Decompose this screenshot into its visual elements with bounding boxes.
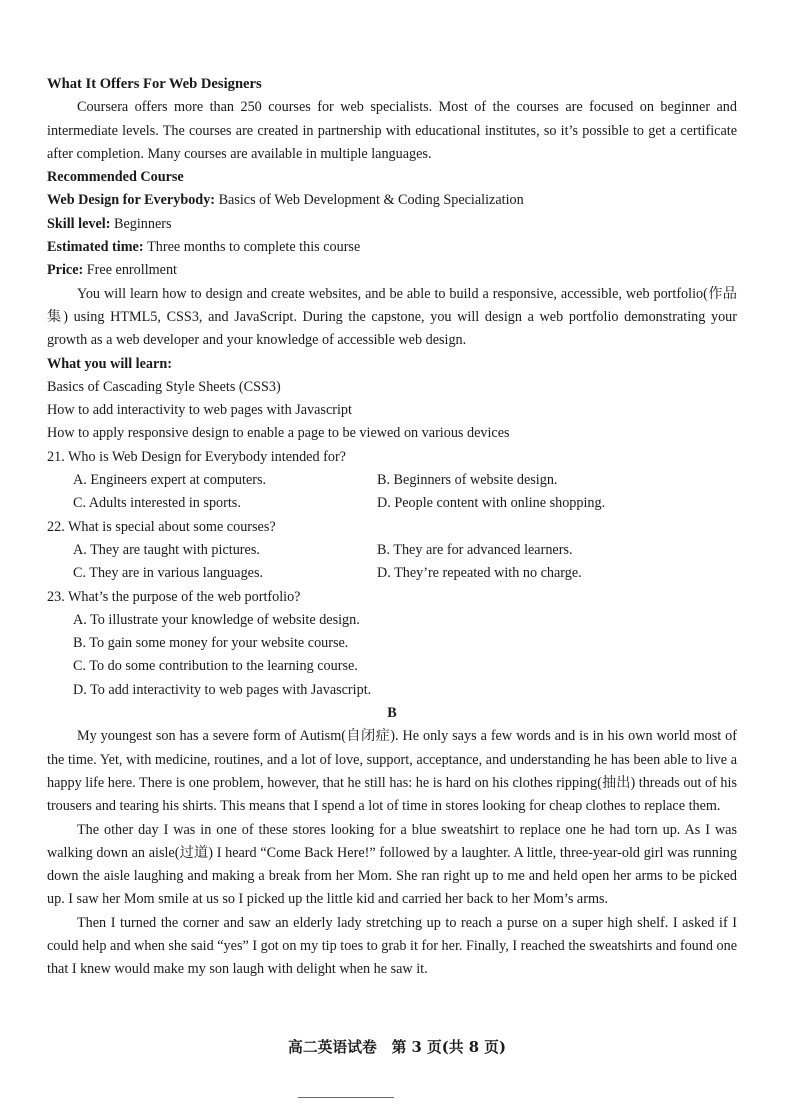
question-23-stem: 23. What’s the purpose of the web portfolio? (47, 588, 301, 605)
page-footer: 高二英语试卷 第 3 页(共 8 页) (288, 1039, 506, 1056)
learn-item: Basics of Cascading Style Sheets (CSS3) (47, 378, 281, 395)
question-21-stem: 21. Who is Web Design for Everybody intended for? (47, 448, 346, 465)
learn-heading-line: What you will learn: (47, 355, 172, 372)
question-23-option-b: B. To gain some money for your website course. (73, 635, 349, 652)
question-22-option-b: B. They are for advanced learners. (377, 541, 573, 558)
question-23-option-d: D. To add interactivity to web pages with Javascript. (73, 681, 372, 698)
passage-b-paragraph-2: The other day I was in one of these stores looking for a blue sweatshirt to replace one he had torn up. As I was walking down an aisle(过道) I heard “Come Back Here!” followed by a laughter. A little, three-year-old girl was running down the aisle laughing and making a break from her Mom. She ran right up to me and held open her arms to be picked up. I saw her Mom smile at us so I picked up the little kid and carried her back to her Mom’s arms. (47, 821, 737, 908)
question-22-options-row-2 (47, 562, 737, 585)
course-line: Web Design for Everybody: Basics of Web Development & Coding Specialization (47, 192, 524, 209)
learn-item: How to add interactivity to web pages with Javascript (47, 402, 352, 419)
recommended-course-heading: Recommended Course (47, 169, 184, 186)
question-21-options-row-1 (47, 469, 737, 492)
question-22-option-a: A. They are taught with pictures. (73, 541, 260, 558)
passage-b-paragraph-1: My youngest son has a severe form of Autism(自闭症). He only says a few words and is in his own world most of the time. Yet, with medicine, routines, and a lot of love, support, acceptance, and understanding he has been able to live a happy life here. There is one problem, however, that he still has: he is hard on his clothes ripping(抽出) threads out of his trousers and tearing his shirts. This means that I spend a lot of time in stores looking for cheap clothes to replace them. (47, 728, 737, 815)
course-label: Web Design for Everybody (47, 192, 211, 209)
learn-item: How to apply responsive design to enable a page to be viewed on various devices (47, 425, 510, 442)
question-23-option-a: A. To illustrate your knowledge of website design. (73, 611, 360, 628)
skill-value: Beginners (114, 215, 172, 232)
question-21-option-d: D. People content with online shopping. (377, 495, 606, 512)
price-line: Price: Free enrollment (47, 262, 177, 279)
question-21-option-a: A. Engineers expert at computers. (73, 472, 267, 489)
price-label: Price (47, 262, 79, 279)
skill-label: Skill level (47, 215, 106, 232)
question-22-option-c: C. They are in various languages. (73, 565, 264, 582)
skill-line: Skill level: Beginners (47, 215, 172, 232)
price-value: Free enrollment (86, 262, 177, 279)
course-value: Basics of Web Development & Coding Specialization (218, 192, 524, 209)
section-heading: What It Offers For Web Designers (47, 76, 262, 92)
question-21-option-b: B. Beginners of website design. (377, 472, 558, 489)
footer-divider (298, 1097, 394, 1098)
description-paragraph: You will learn how to design and create websites, and be able to build a responsive, accessible, web portfolio(作品集) using HTML5, CSS3, and JavaScript. During the capstone, you will design a web portfolio demonstrating your growth as a web developer and your knowledge of accessible web design. (47, 285, 737, 349)
question-23-option-c: C. To do some contribution to the learning course. (73, 658, 358, 675)
question-22-options-row-1 (47, 539, 737, 562)
time-value: Three months to complete this course (147, 239, 361, 256)
question-21-option-c: C. Adults interested in sports. (73, 495, 241, 512)
passage-b-letter: B (387, 705, 397, 722)
time-line: Estimated time: Three months to complete this course (47, 239, 361, 256)
passage-b-paragraph-3: Then I turned the corner and saw an elderly lady stretching up to reach a purse on a super high shelf. I asked if I could help and when she said “yes” I got on my tip toes to grab it for her. Finally, I reached the sweatshirts and found one that I knew would make my son laugh with delight when he saw it. (47, 914, 737, 978)
exam-page (47, 73, 737, 982)
question-21-options-row-2 (47, 492, 737, 515)
question-22-option-d: D. They’re repeated with no charge. (377, 565, 582, 582)
time-label: Estimated time (47, 239, 139, 256)
learn-heading: What you will learn (47, 355, 168, 372)
intro-paragraph: Coursera offers more than 250 courses for web specialists. Most of the courses are focused on beginner and intermediate levels. The courses are created in partnership with educational institutes, so it’s possible to get a certificate after completion. Many courses are available in multiple languages. (47, 99, 737, 162)
question-22-stem: 22. What is special about some courses? (47, 518, 276, 535)
